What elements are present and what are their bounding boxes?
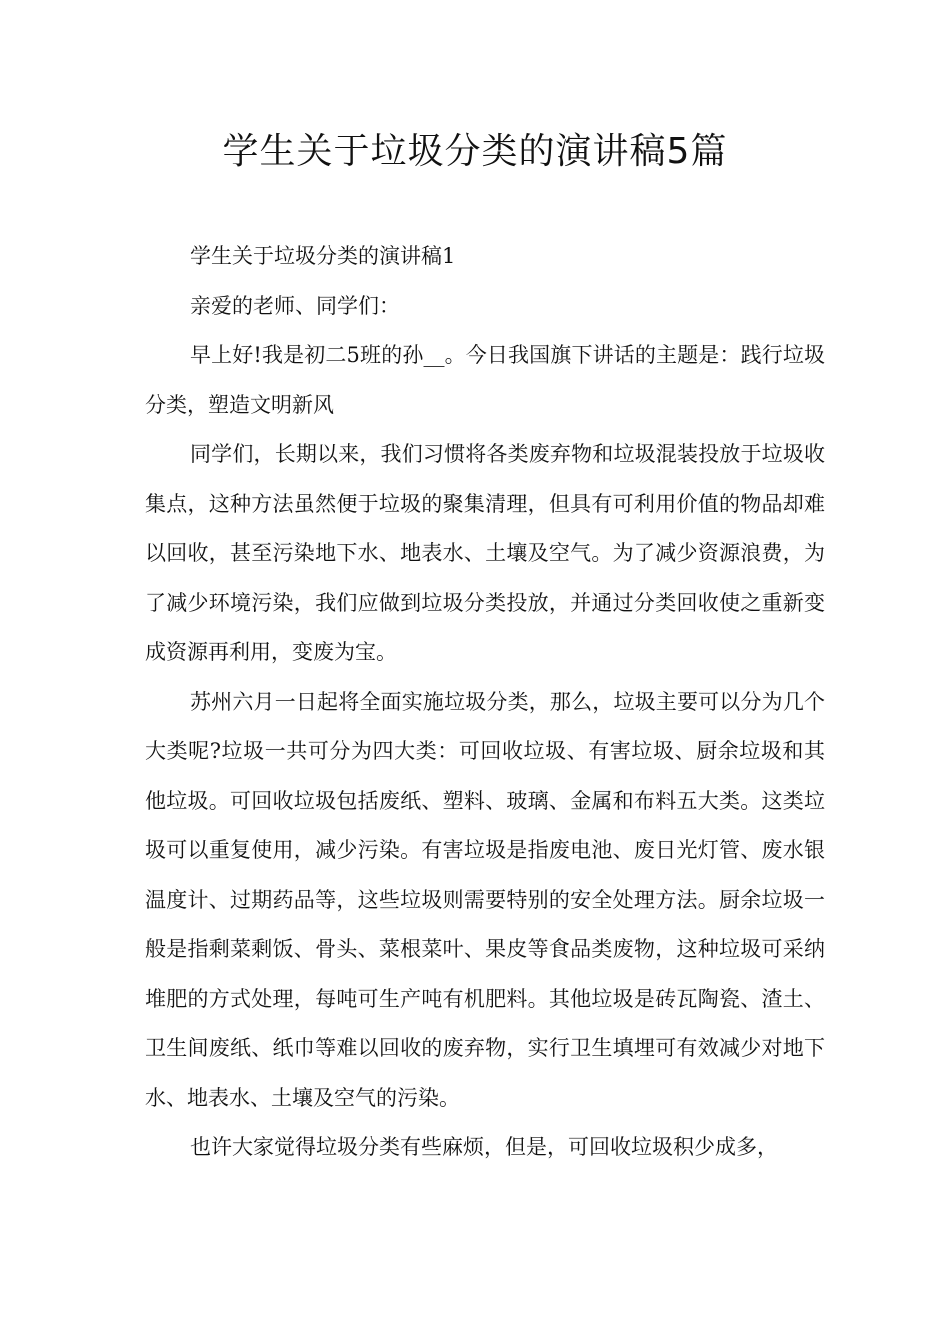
speech-heading: 学生关于垃圾分类的演讲稿1 — [190, 244, 456, 268]
paragraph-closing: 也许大家觉得垃圾分类有些麻烦，但是，可回收垃圾积少成多， — [190, 1135, 778, 1159]
document-body — [145, 232, 825, 1173]
document-title: 学生关于垃圾分类的演讲稿5篇 — [222, 131, 728, 172]
paragraph-categories: 苏州六月一日起将全面实施垃圾分类，那么，垃圾主要可以分为几个大类呢?垃圾一共可分为四大类：可回收垃圾、有害垃圾、厨余垃圾和其他垃圾。可回收垃圾包括废纸、塑料、玻璃、金属和布料五大类。这类垃圾可以重复使用，减少污染。有害垃圾是指废电池、废日光灯管、废水银温度计、过期药品等，这些垃圾则需要特别的安全处理方法。厨余垃圾一般是指剩菜剩饭、骨头、菜根菜叶、果皮等食品类废物，这种垃圾可采纳堆肥的方式处理，每吨可生产吨有机肥料。其他垃圾是砖瓦陶瓷、渣土、卫生间废纸、纸巾等难以回收的废弃物，实行卫生填埋可有效减少对地下水、地表水、土壤及空气的污染。 — [145, 689, 825, 1110]
paragraph-greeting: 早上好!我是初二5班的孙__。今日我国旗下讲话的主题是：践行垃圾分类，塑造文明新风 — [145, 343, 825, 417]
paragraph-background: 同学们，长期以来，我们习惯将各类废弃物和垃圾混装投放于垃圾收集点，这种方法虽然便于垃圾的聚集清理，但具有可利用价值的物品却难以回收，甚至污染地下水、地表水、土壤及空气。为了减少资源浪费，为了减少环境污染，我们应做到垃圾分类投放，并通过分类回收使之重新变成资源再利用，变废为宝。 — [145, 442, 825, 664]
salutation: 亲爱的老师、同学们： — [190, 293, 400, 318]
